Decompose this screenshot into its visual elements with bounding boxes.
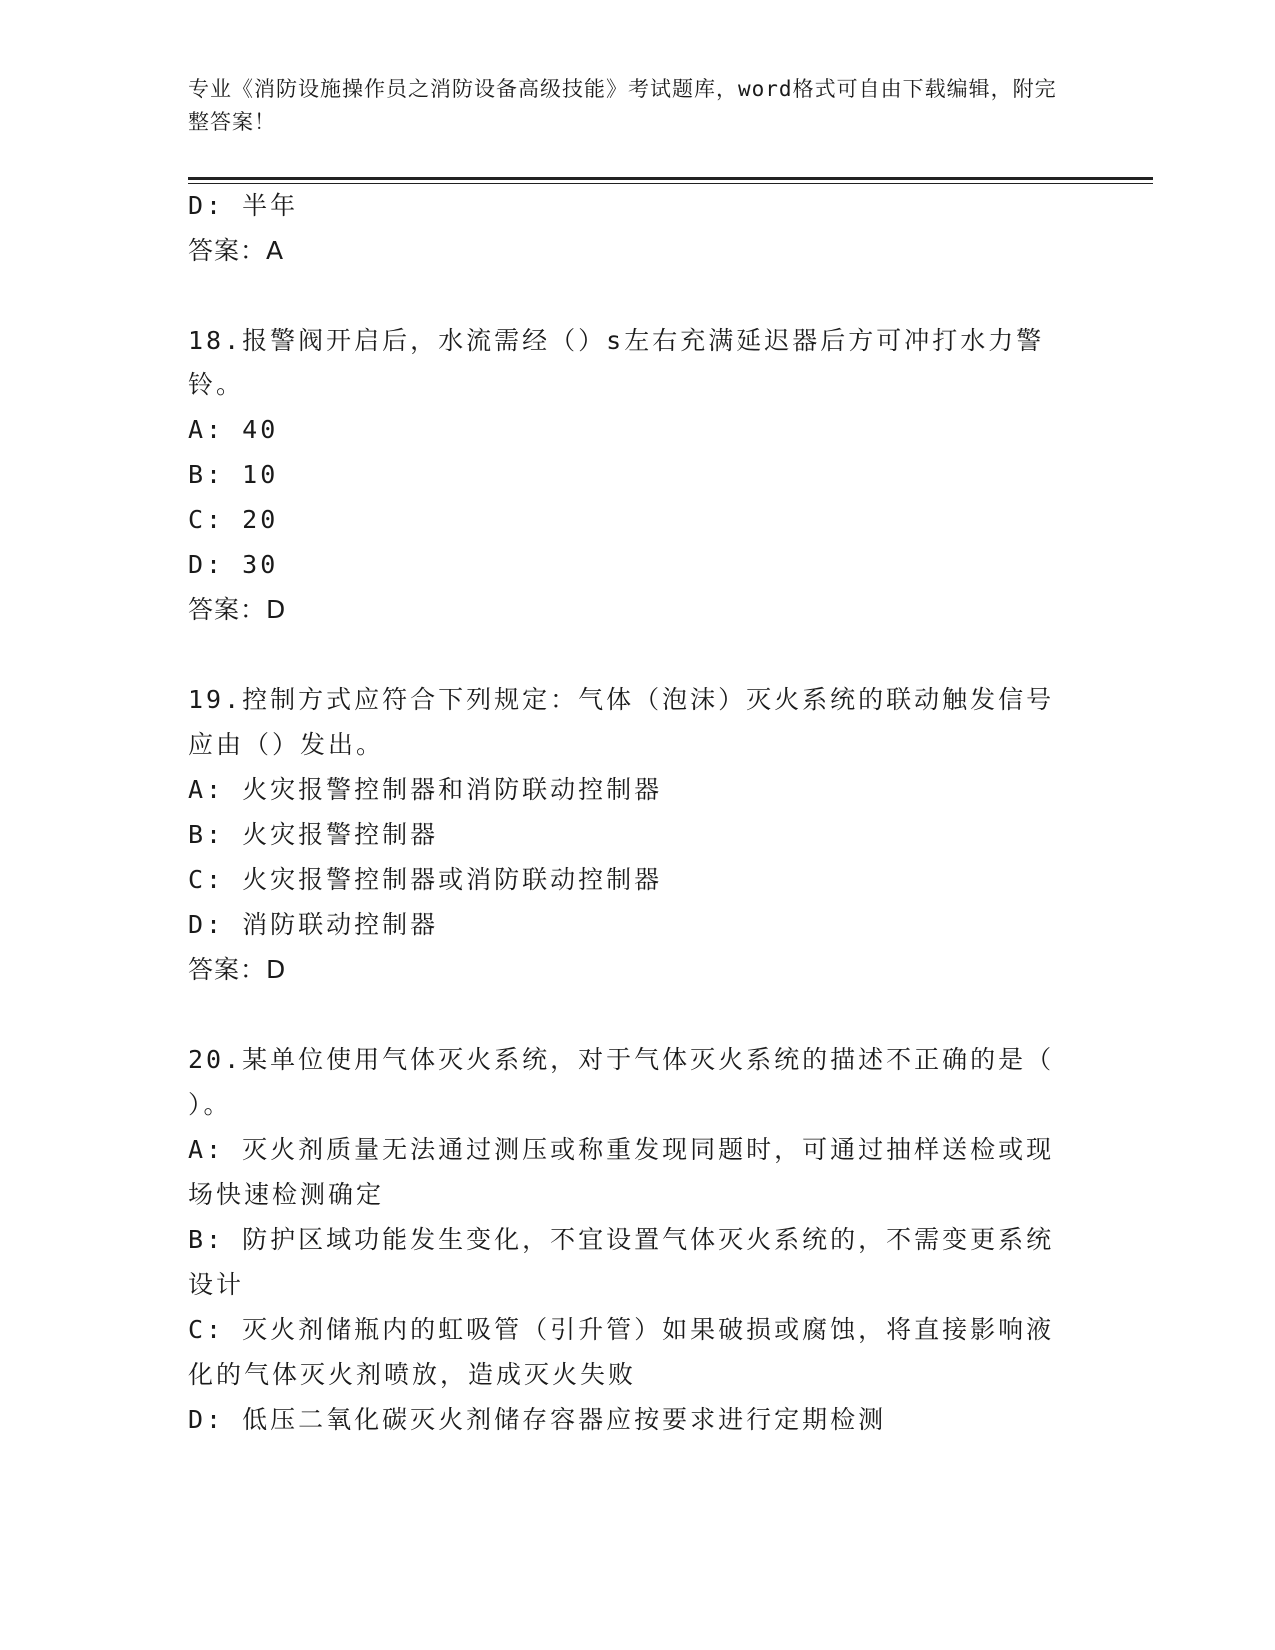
- q20-stem-line2: ）。: [188, 1090, 232, 1119]
- q17-option-d: D: 半年: [188, 191, 299, 220]
- q19-option-c: C: 火灾报警控制器或消防联动控制器: [188, 865, 663, 894]
- q18-stem-line1: 18.报警阀开启后，水流需经（）s左右充满延迟器后方可冲打水力警: [188, 326, 1045, 355]
- header-rule-thick: [188, 177, 1153, 180]
- q18-option-c: C: 20: [188, 505, 279, 534]
- q19-stem-line2: 应由（）发出。: [188, 730, 385, 759]
- q19-option-d: D: 消防联动控制器: [188, 910, 439, 939]
- q19-answer: 答案：D: [188, 955, 287, 984]
- q19-option-a: A: 火灾报警控制器和消防联动控制器: [188, 775, 663, 804]
- q18-option-a: A: 40: [188, 415, 279, 444]
- q20-option-d: D: 低压二氧化碳灭火剂储存容器应按要求进行定期检测: [188, 1405, 887, 1434]
- q20-option-b-line2: 设计: [188, 1270, 245, 1299]
- page-header-text: 专业《消防设施操作员之消防设备高级技能》考试题库，word格式可自由下载编辑，附完整答案！: [188, 77, 1057, 134]
- q20-stem-line1: 20.某单位使用气体灭火系统，对于气体灭火系统的描述不正确的是（: [188, 1045, 1055, 1074]
- q19-option-b: B: 火灾报警控制器: [188, 820, 439, 849]
- q17-answer: 答案：A: [188, 236, 285, 265]
- q19-stem-line1: 19.控制方式应符合下列规定：气体（泡沫）灭火系统的联动触发信号: [188, 685, 1055, 714]
- q20-option-a-line2: 场快速检测确定: [188, 1180, 385, 1209]
- q20-option-a-line1: A: 灭火剂质量无法通过测压或称重发现同题时，可通过抽样送检或现: [188, 1135, 1055, 1164]
- q18-stem-line2: 铃。: [188, 370, 245, 399]
- q18-option-d: D: 30: [188, 550, 279, 579]
- q20-option-b-line1: B: 防护区域功能发生变化，不宜设置气体灭火系统的，不需变更系统: [188, 1225, 1055, 1254]
- q18-answer: 答案：D: [188, 595, 287, 624]
- header-rule-thin: [188, 183, 1153, 184]
- q18-option-b: B: 10: [188, 460, 279, 489]
- q20-option-c-line2: 化的气体灭火剂喷放，造成灭火失败: [188, 1360, 637, 1389]
- q20-option-c-line1: C: 灭火剂储瓶内的虹吸管（引升管）如果破损或腐蚀，将直接影响液: [188, 1315, 1055, 1344]
